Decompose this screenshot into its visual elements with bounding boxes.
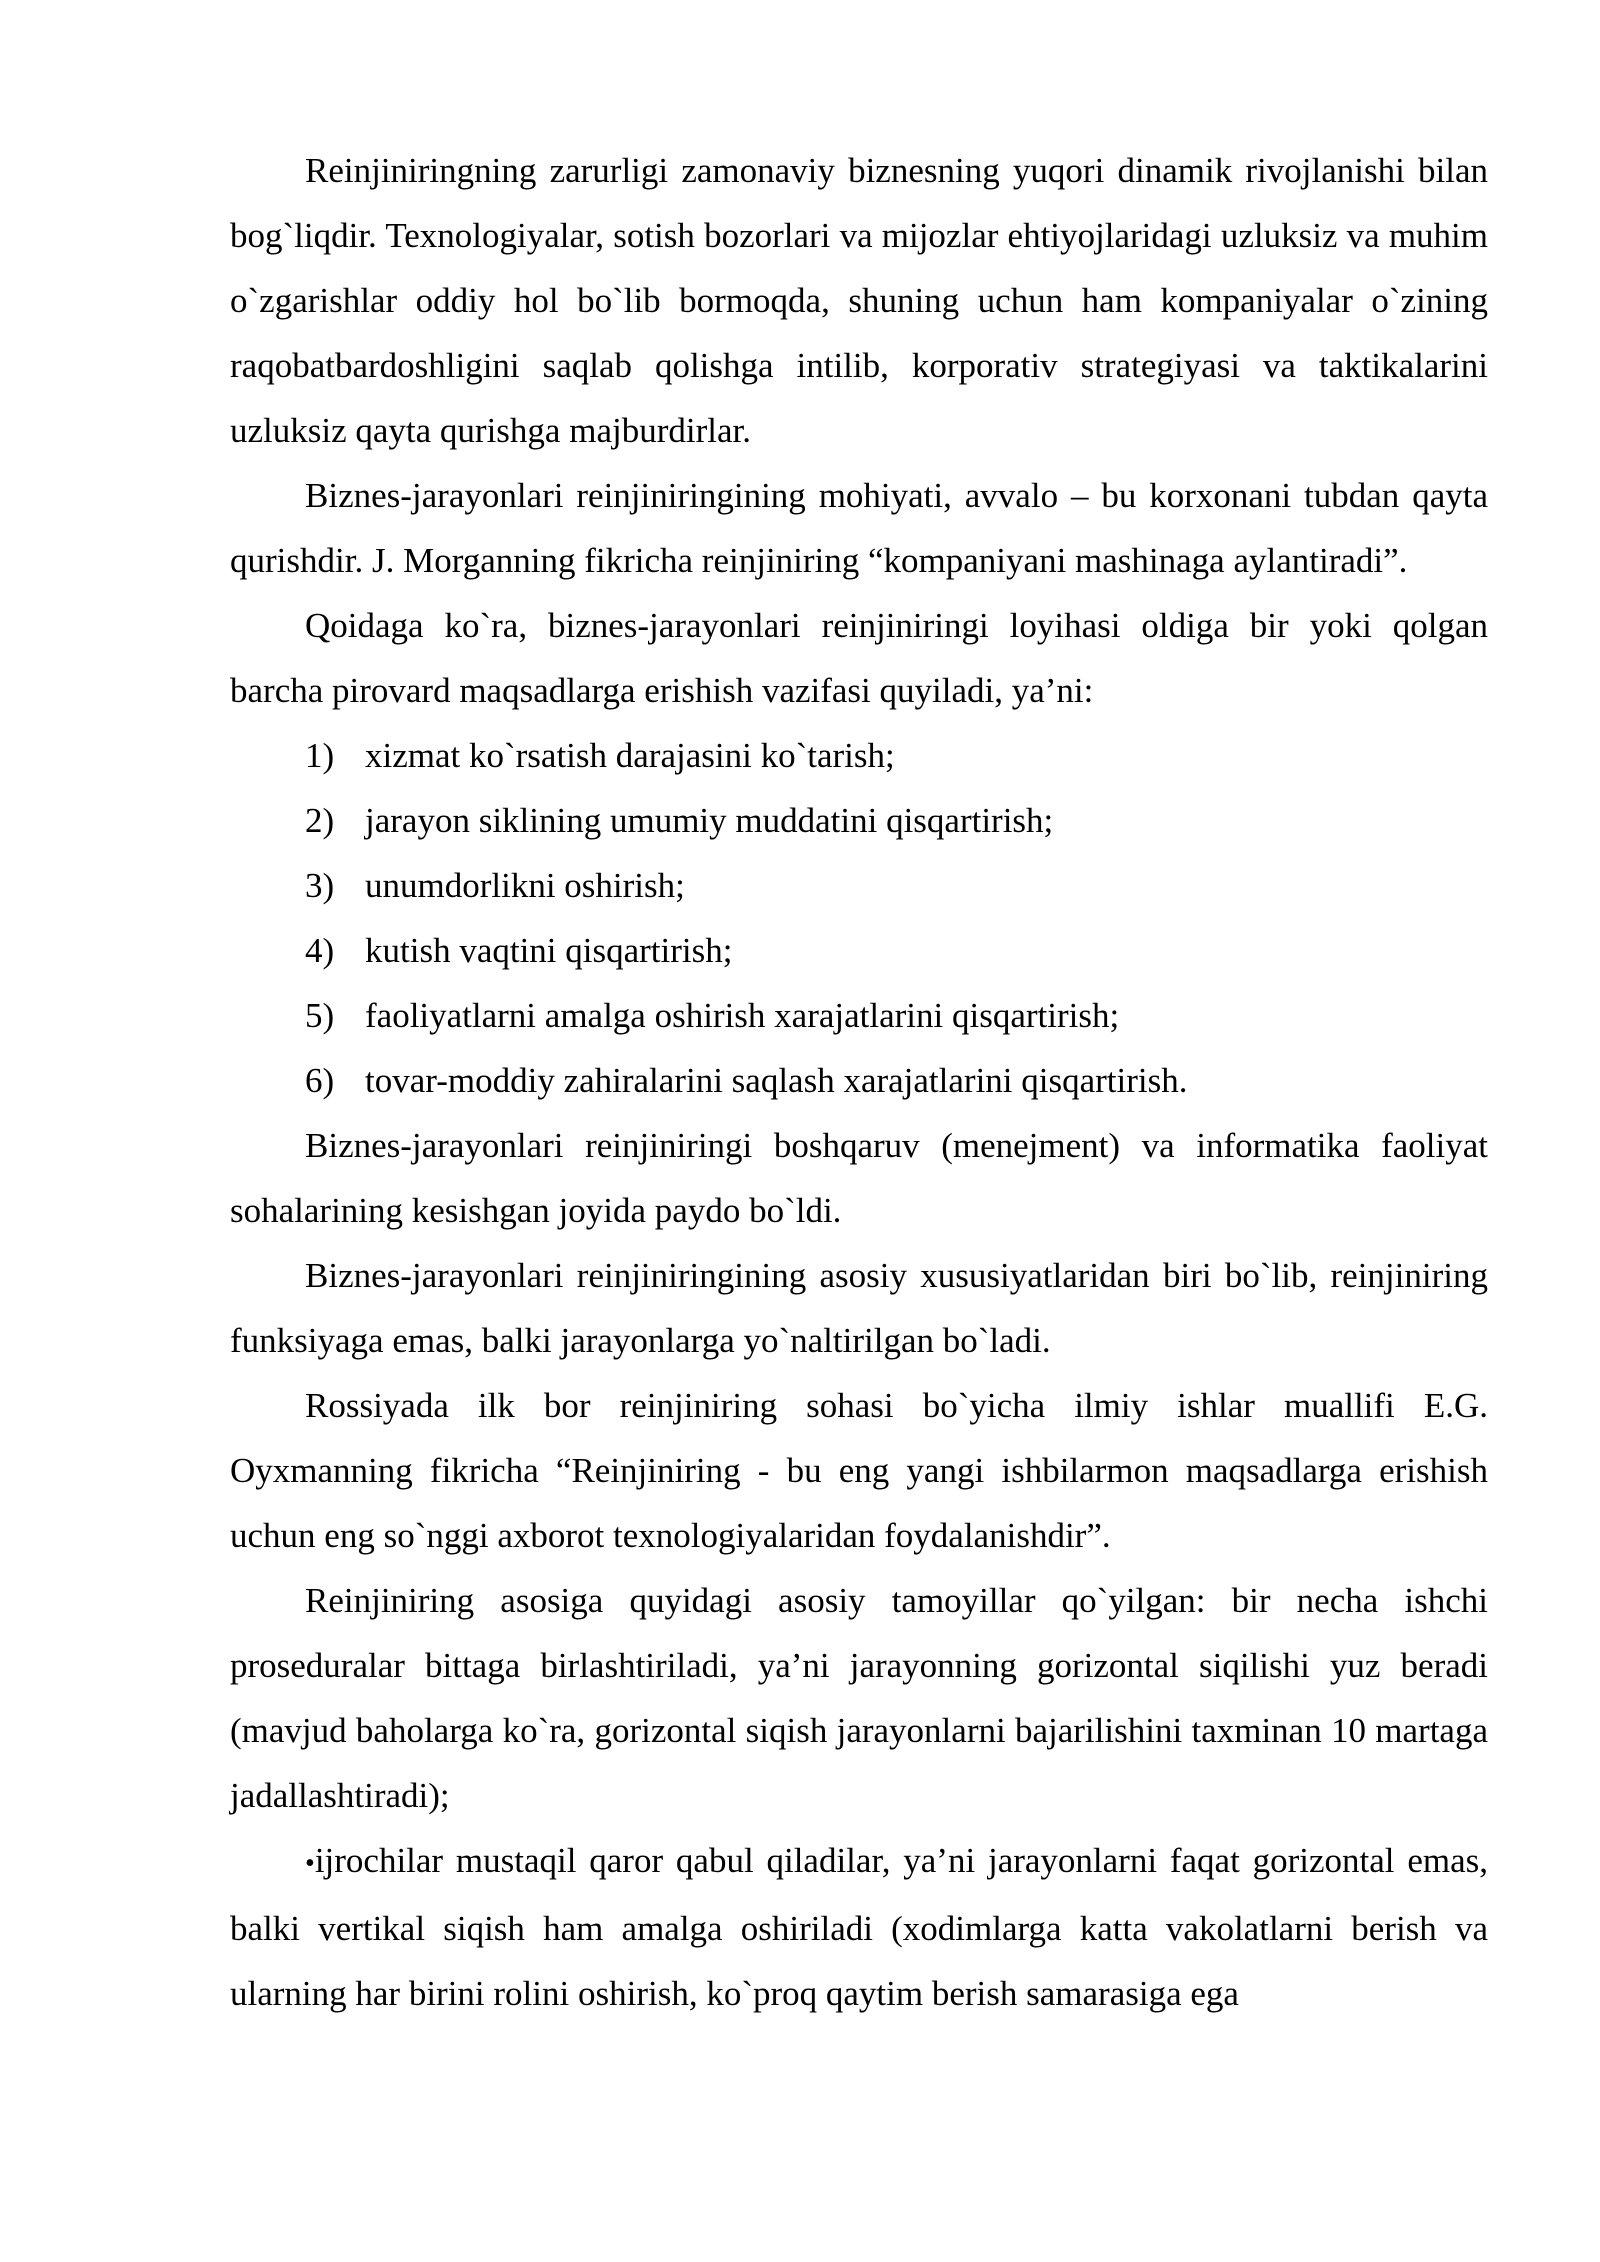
paragraph: Biznes-jarayonlari reinjiniringi boshqaruv (menejment) va informatika faoliyat sohalarining kesishgan joyida paydo bo`ldi. <box>230 1126 1488 1230</box>
bullet-paragraph <box>230 1828 1488 2026</box>
list-item-text: faoliyatlarni amalga oshirish xarajatlarini qisqartirish; <box>365 996 1120 1035</box>
paragraph: Qoidaga ko`ra, biznes-jarayonlari reinjiniringi loyihasi oldiga bir yoki qolgan barcha pirovard maqsadlarga erishish vazifasi quyiladi, ya’ni: <box>230 606 1488 710</box>
document-page <box>230 138 1488 2026</box>
list-item <box>230 853 1488 918</box>
list-item <box>230 788 1488 853</box>
list-item-text: kutish vaqtini qisqartirish; <box>365 931 733 970</box>
list-item-text: xizmat ko`rsatish darajasini ko`tarish; <box>365 736 895 775</box>
paragraph: Biznes-jarayonlari reinjiniringining mohiyati, avvalo – bu korxonani tubdan qayta qurishdir. J. Morganning fikricha reinjiniring “kompaniyani mashinaga aylantiradi”. <box>230 476 1488 580</box>
list-item-number: 5) <box>305 996 335 1035</box>
list-item-number: 4) <box>305 931 335 970</box>
list-item-number: 1) <box>305 736 335 775</box>
list-item-number: 6) <box>305 1061 335 1100</box>
paragraph: Biznes-jarayonlari reinjiniringining asosiy xususiyatlaridan biri bo`lib, reinjiniring funksiyaga emas, balki jarayonlarga yo`naltirilgan bo`ladi. <box>230 1256 1488 1360</box>
list-item <box>230 983 1488 1048</box>
numbered-list <box>230 723 1488 1113</box>
list-item <box>230 1048 1488 1113</box>
list-item <box>230 723 1488 788</box>
bullet-icon: • <box>305 1848 315 1879</box>
list-item-number: 2) <box>305 801 335 840</box>
list-item-text: unumdorlikni oshirish; <box>365 866 685 905</box>
list-item-number: 3) <box>305 866 335 905</box>
list-item <box>230 918 1488 983</box>
bullet-paragraph-text: ijrochilar mustaqil qaror qabul qiladilar, ya’ni jarayonlarni faqat gorizontal emas, balki vertikal siqish ham amalga oshiriladi (xodimlarga katta vakolatlarni berish va ularning har birini rolini oshirish, ko`proq qaytim berish samarasiga ega <box>230 1841 1488 2013</box>
paragraph: Reinjiniring asosiga quyidagi asosiy tamoyillar qo`yilgan: bir necha ishchi proseduralar bittaga birlashtiriladi, ya’ni jarayonning gorizontal siqilishi yuz beradi (mavjud baholarga ko`ra, gorizontal siqish jarayonlarni bajarilishini taxminan 10 martaga jadallashtiradi); <box>230 1581 1488 1815</box>
list-item-text: tovar-moddiy zahiralarini saqlash xarajatlarini qisqartirish. <box>365 1061 1188 1100</box>
paragraph: Reinjiniringning zarurligi zamonaviy biznesning yuqori dinamik rivojlanishi bilan bog`liqdir. Texnologiyalar, sotish bozorlari va mijozlar ehtiyojlaridagi uzluksiz va muhim o`zgarishlar oddiy hol bo`lib bormoqda, shuning uchun ham kompaniyalar o`zining raqobatbardoshligini saqlab qolishga intilib, korporativ strategiyasi va taktikalarini uzluksiz qayta qurishga majburdirlar. <box>230 151 1488 450</box>
paragraph: Rossiyada ilk bor reinjiniring sohasi bo`yicha ilmiy ishlar muallifi E.G. Oyxmanning fikricha “Reinjiniring - bu eng yangi ishbilarmon maqsadlarga erishish uchun eng so`nggi axborot texnologiyalaridan foydalanishdir”. <box>230 1386 1488 1555</box>
list-item-text: jarayon siklining umumiy muddatini qisqartirish; <box>365 801 1054 840</box>
